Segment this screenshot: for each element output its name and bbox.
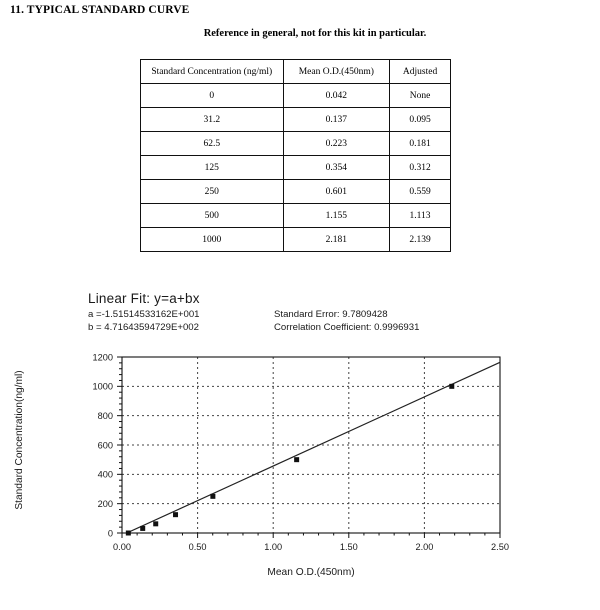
x-tick-label: 0.00 [113,542,131,552]
standard-curve-table [140,59,451,252]
table-header [141,60,451,84]
cell-concentration: 62.5 [141,132,284,156]
chart-data-points [126,384,453,535]
table-row [141,180,451,204]
x-tick-label: 2.50 [491,542,509,552]
data-point-marker [126,531,130,535]
data-point-marker [295,458,299,462]
coefficient-b: b = 4.71643594729E+002 [88,321,199,333]
chart-gridlines [122,357,500,533]
y-tick-label: 400 [97,469,113,480]
linear-fit-title: Linear Fit: y=a+bx [88,291,200,306]
cell-concentration: 500 [141,204,284,228]
reference-note: Reference in general, not for this kit in particular. [203,28,427,39]
cell-mean-od: 0.137 [283,108,390,132]
table-header-row [141,60,451,84]
coefficient-a: a =-1.51514533162E+001 [88,309,200,320]
fit-line-segment [127,362,500,533]
y-tick-label: 0 [107,528,113,539]
table-body [141,84,451,252]
cell-concentration: 0 [141,84,284,108]
y-axis-title: Standard Concentration(ng/ml) [14,370,25,510]
chart-fit-line [127,362,500,533]
cell-adjusted: 0.312 [390,156,451,180]
cell-adjusted: 1.113 [390,204,451,228]
cell-adjusted: 0.095 [390,108,451,132]
standard-error: Standard Error: 9.7809428 [274,309,388,320]
cell-concentration: 1000 [141,228,284,252]
x-tick-label: 1.50 [339,542,358,552]
table-row [141,204,451,228]
cell-concentration: 250 [141,180,284,204]
data-point-marker [154,522,158,526]
x-tick-label: 1.00 [264,542,283,552]
linear-fit-stats [88,309,534,334]
column-header-mean-od: Mean O.D.(450nm) [283,60,390,84]
cell-mean-od: 0.354 [283,156,390,180]
chart-canvas [0,340,600,610]
column-header-adjusted: Adjusted [390,60,451,84]
table-row [141,156,451,180]
y-tick-label: 1200 [92,352,113,363]
x-tick-label: 0.50 [188,542,207,552]
cell-adjusted: 0.181 [390,132,451,156]
linear-fit-coefficients [88,309,274,334]
cell-adjusted: 0.559 [390,180,451,204]
y-tick-label: 800 [97,411,113,422]
cell-concentration: 125 [141,156,284,180]
standard-curve-chart [0,340,600,610]
cell-adjusted: None [390,84,451,108]
y-tick-label: 1000 [92,381,113,392]
cell-mean-od: 0.223 [283,132,390,156]
x-tick-label: 2.00 [415,542,434,552]
cell-mean-od: 2.181 [283,228,390,252]
data-point-marker [450,384,454,388]
cell-mean-od: 1.155 [283,204,390,228]
correlation-coefficient: Correlation Coefficient: 0.9996931 [274,321,420,333]
y-tick-label: 200 [97,499,113,510]
cell-concentration: 31.2 [141,108,284,132]
table-row [141,108,451,132]
page-title: 11. TYPICAL STANDARD CURVE [10,4,190,16]
linear-fit-block [88,291,534,334]
x-axis-title: Mean O.D.(450nm) [267,567,355,578]
table-row [141,132,451,156]
cell-mean-od: 0.042 [283,84,390,108]
cell-mean-od: 0.601 [283,180,390,204]
table-row [141,228,451,252]
y-tick-label: 600 [97,440,113,451]
linear-fit-quality [274,309,534,334]
data-point-marker [141,526,145,530]
cell-adjusted: 2.139 [390,228,451,252]
data-point-marker [174,513,178,517]
column-header-concentration: Standard Concentration (ng/ml) [141,60,284,84]
data-point-marker [211,494,215,498]
table-row [141,84,451,108]
